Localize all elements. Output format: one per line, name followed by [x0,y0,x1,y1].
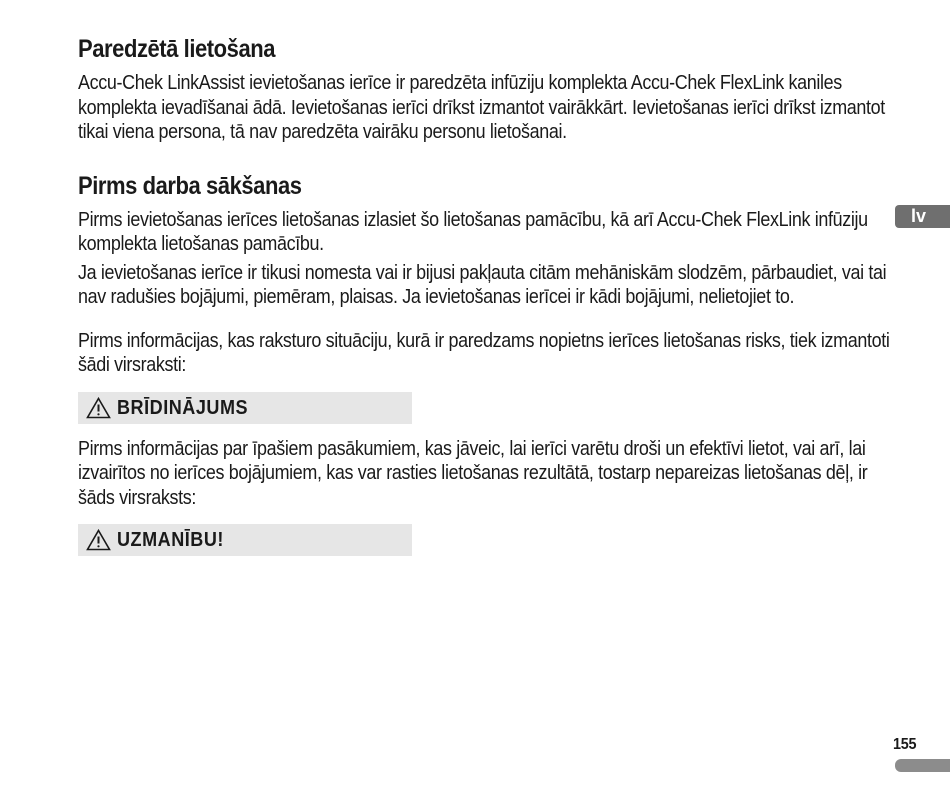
page-content [78,30,890,556]
warning-triangle-icon [86,529,111,551]
page-number-bar [895,759,950,772]
section-heading-before-start: Pirms darba sākšanas [78,171,302,200]
intended-use-paragraph: Accu-Chek LinkAssist ievietošanas ierīce ir paredzēta infūziju komplekta Accu-Chek FlexLink kaniles komplekta ievadīšanai ādā. Ievietošanas ierīci drīkst izmantot vairākkārt. Ievietošanas ierīci drīkst izmantot tikai viena persona, tā nav paredzēta vairāku personu lietošanai. [78,71,885,143]
before-start-paragraph-2: Ja ievietošanas ierīce ir tikusi nomesta vai ir bijusi pakļauta citām mehāniskām slodzēm, pārbaudiet, vai tai nav radušies bojājumi, piemēram, plaisas. Ja ievietošanas ierīcei ir kādi bojājumi, nelietojiet to. [78,260,887,308]
page-number: 155 [893,736,917,753]
warning-triangle-icon [86,397,111,419]
before-start-paragraph-4: Pirms informācijas par īpašiem pasākumiem, kas jāveic, lai ierīci varētu droši un efektīvi lietot, vai arī, lai izvairītos no ierīces bojājumiem, kas var rasties lietošanas rezultātā, tostarp nepareizas lietošanas dēļ, ir šāds virsraksts: [78,436,868,509]
warning-label-text: BRĪDINĀJUMS [117,395,249,419]
caution-label-text: UZMANĪBU! [117,528,224,551]
section-heading-intended-use: Paredzētā lietošana [78,35,276,63]
language-tab: lv [895,205,950,228]
warning-label-box [78,392,412,424]
before-start-paragraph-3: Pirms informācijas, kas raksturo situāciju, kurā ir paredzams nopietns ierīces lietošanas risks, tiek izmantoti šādi virsraksti: [78,328,890,376]
before-start-paragraph-1: Pirms ievietošanas ierīces lietošanas izlasiet šo lietošanas pamācību, kā arī Accu-Chek FlexLink infūziju komplekta lietošanas pamācību. [78,207,868,255]
caution-label-box [78,524,412,556]
